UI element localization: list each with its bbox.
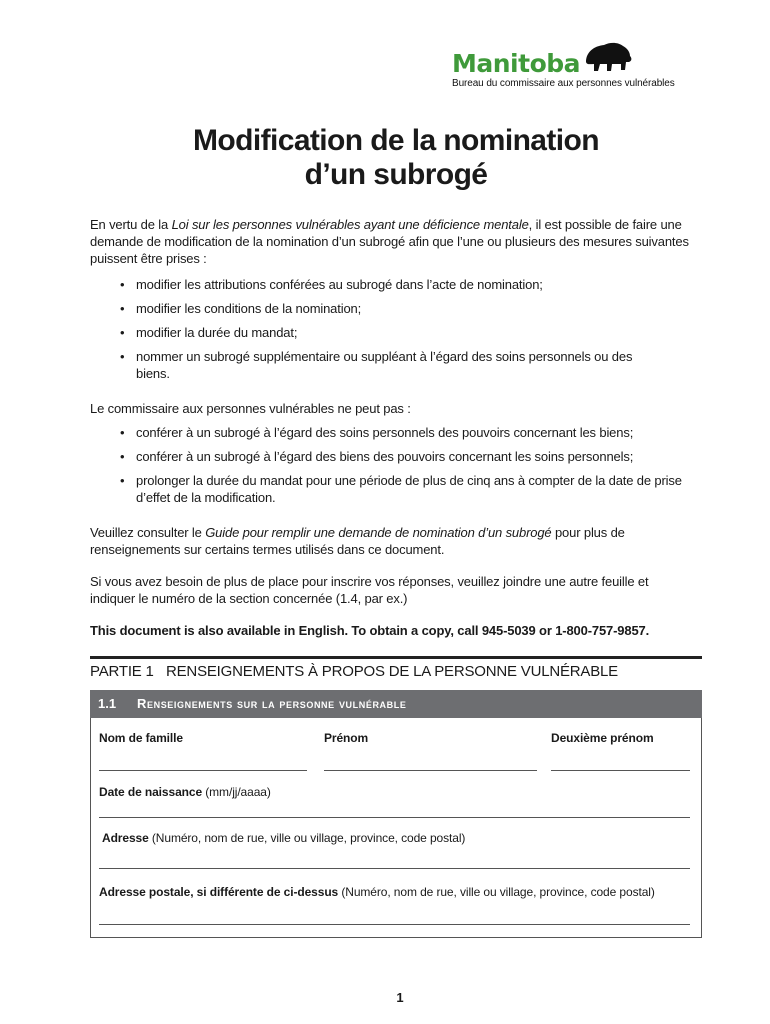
restrictions-intro: Le commissaire aux personnes vulnérables ne peut pas : bbox=[90, 401, 411, 416]
bison-icon bbox=[582, 40, 634, 76]
list-item: • modifier les conditions de la nomination; bbox=[120, 301, 362, 316]
nom-label: Nom de famille bbox=[99, 731, 183, 745]
guide-suffix: pour plus de renseignements sur certains termes utilisés dans ce document. bbox=[90, 525, 625, 557]
partie-number: PARTIE 1 bbox=[90, 663, 154, 680]
english-availability-note: This document is also available in English. To obtain a copy, call 945-5039 or 1-800-757-9857. bbox=[90, 623, 650, 638]
adresse-label: Adresse (Numéro, nom de rue, ville ou village, province, code postal) bbox=[102, 831, 466, 845]
section-title: Renseignements sur la personne vulnérable bbox=[137, 696, 407, 711]
prenom-field[interactable] bbox=[324, 770, 537, 771]
guide-paragraph bbox=[90, 524, 690, 558]
deuxieme-prenom-field[interactable] bbox=[551, 770, 690, 771]
list-item: • prolonger la durée du mandat pour une période de plus de cinq ans à compter de la date de prise d’effet de la modification. bbox=[120, 473, 682, 505]
adresse-postale-label: Adresse postale, si différente de ci-dessus (Numéro, nom de rue, ville ou village, province, code postal) bbox=[99, 885, 655, 899]
page-number: 1 bbox=[396, 990, 404, 1005]
adresse-field[interactable] bbox=[99, 868, 690, 869]
logo-wordmark: Manitoba bbox=[452, 49, 581, 78]
intro-prefix: En vertu de la bbox=[90, 217, 172, 232]
list-item: • conférer à un subrogé à l’égard des biens des pouvoirs concernant les soins personnels; bbox=[120, 449, 634, 464]
partie-heading bbox=[90, 662, 702, 682]
section-header bbox=[90, 690, 702, 718]
partie-title: RENSEIGNEMENTS À PROPOS DE LA PERSONNE VULNÉRABLE bbox=[166, 663, 618, 680]
logo-subtitle: Bureau du commissaire aux personnes vulnérables bbox=[452, 78, 675, 89]
guide-prefix: Veuillez consulter le bbox=[90, 525, 206, 540]
title-line-1: Modification de la nomination bbox=[193, 124, 599, 157]
law-title: Loi sur les personnes vulnérables ayant une déficience mentale bbox=[171, 217, 529, 232]
section-box bbox=[90, 690, 702, 938]
naissance-label: Date de naissance (mm/jj/aaaa) bbox=[99, 785, 271, 799]
intro-paragraph bbox=[90, 216, 690, 267]
deuxieme-prenom-label: Deuxième prénom bbox=[551, 731, 654, 745]
adresse-postale-field[interactable] bbox=[99, 924, 690, 925]
nom-field[interactable] bbox=[99, 770, 307, 771]
list-item: • nommer un subrogé supplémentaire ou suppléant à l’égard des soins personnels ou des biens. bbox=[120, 349, 633, 381]
manitoba-logo bbox=[452, 40, 732, 89]
intro-suffix: , il est possible de faire une demande de modification de la nomination d’un subrogé afin que l’une ou plusieurs des mesures suivantes puissent être prises : bbox=[90, 217, 689, 266]
naissance-field[interactable] bbox=[99, 817, 690, 818]
list-item: • conférer à un subrogé à l’égard des soins personnels des pouvoirs concernant les biens; bbox=[120, 425, 634, 440]
page-title bbox=[0, 124, 770, 192]
partie-rule bbox=[90, 656, 702, 659]
list-item: • modifier les attributions conférées au subrogé dans l’acte de nomination; bbox=[120, 277, 543, 292]
title-line-2: d’un subrogé bbox=[304, 158, 488, 191]
space-note: Si vous avez besoin de plus de place pour inscrire vos réponses, veuillez joindre une autre feuille et indiquer le numéro de la section concernée (1.4, par ex.) bbox=[90, 574, 649, 606]
prenom-label: Prénom bbox=[324, 731, 369, 745]
section-number: 1.1 bbox=[98, 696, 117, 711]
guide-title: Guide pour remplir une demande de nomination d’un subrogé bbox=[205, 525, 552, 540]
list-item: • modifier la durée du mandat; bbox=[120, 325, 298, 340]
